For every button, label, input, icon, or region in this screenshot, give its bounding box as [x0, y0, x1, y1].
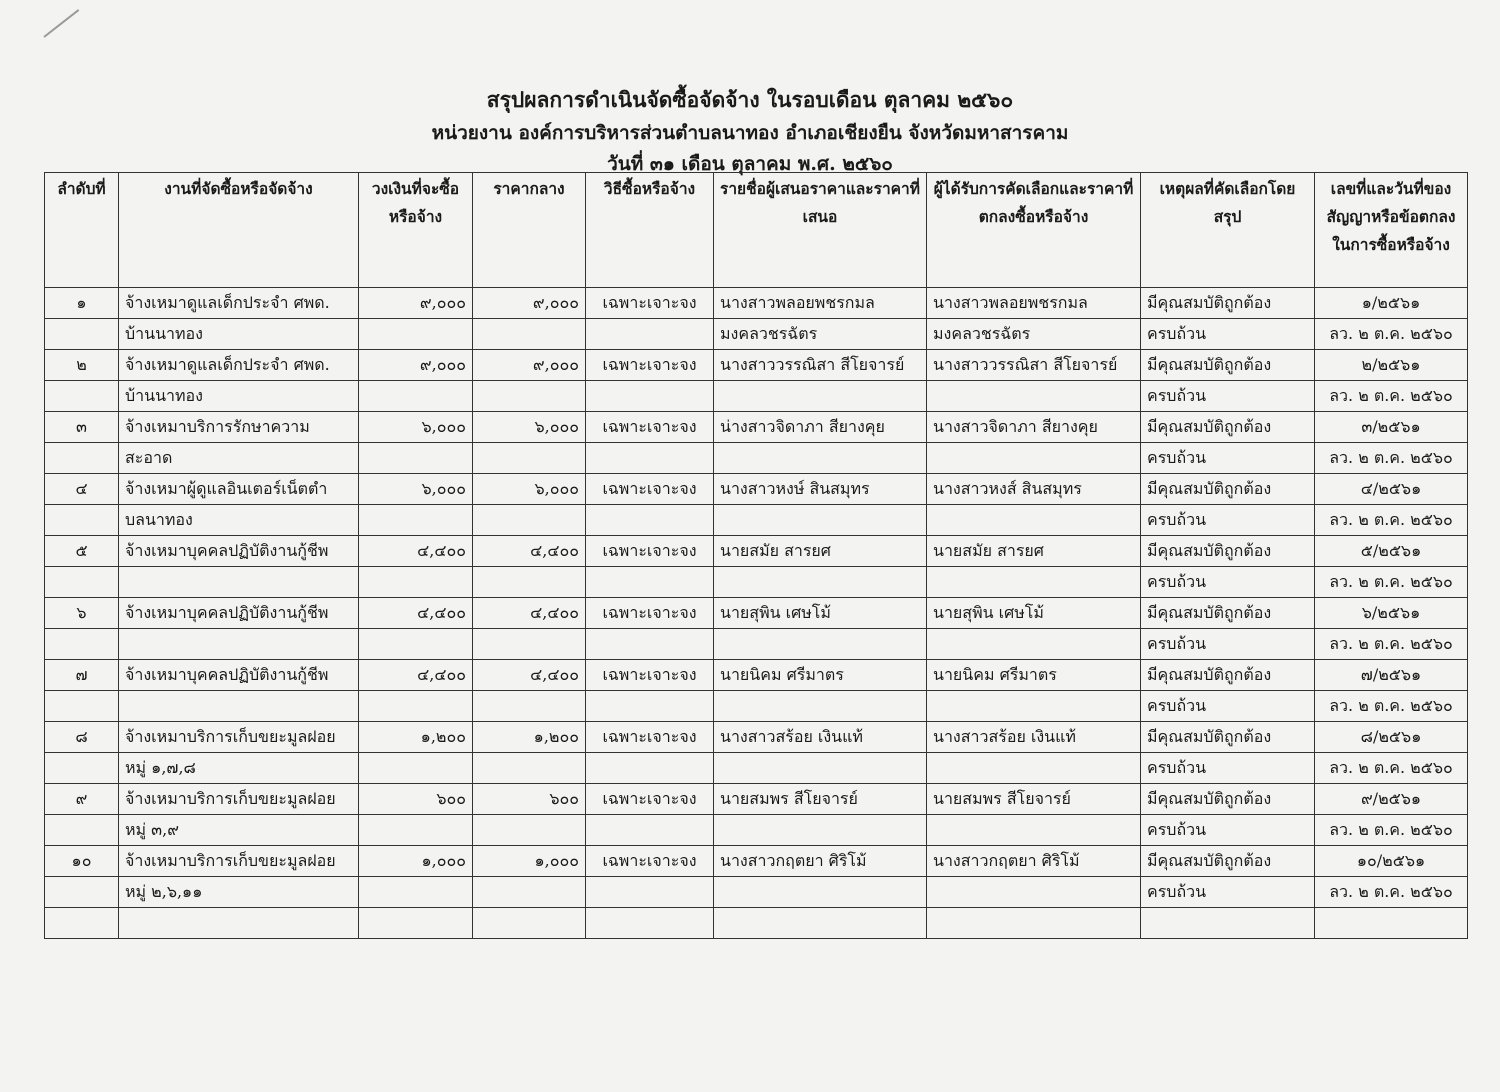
table-cell: ๔,๔๐๐ [359, 536, 473, 567]
table-cell: ๑ [45, 288, 119, 319]
table-cell [927, 753, 1141, 784]
table-cell: ลว. ๒ ต.ค. ๒๕๖๐ [1315, 877, 1468, 908]
table-cell [473, 691, 586, 722]
table-cell [586, 381, 714, 412]
table-cell: นายสุพิน เศษโม้ [927, 598, 1141, 629]
table-cell: ๖๐๐ [359, 784, 473, 815]
table-cell [1315, 908, 1468, 939]
table-cell [45, 319, 119, 350]
table-cell [1141, 908, 1315, 939]
table-cell: ลว. ๒ ต.ค. ๒๕๖๐ [1315, 505, 1468, 536]
table-cell: มีคุณสมบัติถูกต้อง [1141, 846, 1315, 877]
table-cell [473, 319, 586, 350]
column-header: เหตุผลที่คัดเลือกโดยสรุป [1141, 173, 1315, 288]
table-cell: ครบถ้วน [1141, 567, 1315, 598]
table-cell: นายสมพร สีโยจารย์ [714, 784, 927, 815]
table-cell [586, 753, 714, 784]
table-cell [714, 505, 927, 536]
table-cell [586, 567, 714, 598]
table-cell [45, 815, 119, 846]
table-body [45, 288, 1468, 939]
table-cell: ลว. ๒ ต.ค. ๒๕๖๐ [1315, 567, 1468, 598]
table-cell [45, 877, 119, 908]
column-header: วงเงินที่จะซื้อหรือจ้าง [359, 173, 473, 288]
table-cell: นางสาวพลอยพชรกมล [927, 288, 1141, 319]
table-cell: ๔,๔๐๐ [359, 598, 473, 629]
table-cell: นางสาวหงษ์ สินสมุทร [714, 474, 927, 505]
table-cell: จ้างเหมาดูแลเด็กประจำ ศพด. [119, 350, 359, 381]
table-cell: ๑,๒๐๐ [359, 722, 473, 753]
table-cell: ๖,๐๐๐ [359, 474, 473, 505]
table-cell [586, 908, 714, 939]
table-cell: ครบถ้วน [1141, 815, 1315, 846]
table-cell: ครบถ้วน [1141, 505, 1315, 536]
column-header: งานที่จัดซื้อหรือจัดจ้าง [119, 173, 359, 288]
column-header: รายชื่อผู้เสนอราคาและราคาที่เสนอ [714, 173, 927, 288]
table-cell: ๕/๒๕๖๑ [1315, 536, 1468, 567]
table-row-continuation [45, 319, 1468, 350]
table-cell: เฉพาะเจาะจง [586, 846, 714, 877]
table-cell [473, 815, 586, 846]
table-cell [927, 443, 1141, 474]
table-cell: บลนาทอง [119, 505, 359, 536]
table-cell: ลว. ๒ ต.ค. ๒๕๖๐ [1315, 381, 1468, 412]
table-cell: ลว. ๒ ต.ค. ๒๕๖๐ [1315, 753, 1468, 784]
table-row [45, 660, 1468, 691]
table-cell: ๑๐/๒๕๖๑ [1315, 846, 1468, 877]
table-cell: นางสาววรรณิสา สีโยจารย์ [714, 350, 927, 381]
table-cell: ลว. ๒ ต.ค. ๒๕๖๐ [1315, 815, 1468, 846]
table-cell: ๖๐๐ [473, 784, 586, 815]
table-cell: จ้างเหมาบุคคลปฏิบัติงานกู้ชีพ [119, 660, 359, 691]
staple-mark [43, 9, 79, 38]
table-cell [359, 877, 473, 908]
table-cell [714, 877, 927, 908]
table-row-empty [45, 908, 1468, 939]
table-cell: บ้านนาทอง [119, 319, 359, 350]
table-row [45, 536, 1468, 567]
table-cell: ๔ [45, 474, 119, 505]
table-row [45, 784, 1468, 815]
table-cell [714, 815, 927, 846]
table-row-continuation [45, 505, 1468, 536]
table-cell [473, 753, 586, 784]
table-cell: ๖,๐๐๐ [473, 474, 586, 505]
table-cell [586, 691, 714, 722]
table-cell: เฉพาะเจาะจง [586, 536, 714, 567]
table-row-continuation [45, 815, 1468, 846]
table-cell: มีคุณสมบัติถูกต้อง [1141, 350, 1315, 381]
table-cell: มีคุณสมบัติถูกต้อง [1141, 412, 1315, 443]
table-cell: เฉพาะเจาะจง [586, 784, 714, 815]
table-cell: ๑/๒๕๖๑ [1315, 288, 1468, 319]
table-cell: เฉพาะเจาะจง [586, 412, 714, 443]
table-cell: ๘ [45, 722, 119, 753]
table-cell [45, 381, 119, 412]
table-cell [714, 567, 927, 598]
table-cell [586, 319, 714, 350]
document-title: สรุปผลการดำเนินจัดซื้อจัดจ้าง ในรอบเดือน ตุลาคม ๒๕๖๐ [486, 87, 1014, 112]
table-cell: ลว. ๒ ต.ค. ๒๕๖๐ [1315, 319, 1468, 350]
table-cell: นางสาววรรณิสา สีโยจารย์ [927, 350, 1141, 381]
table-cell: ๑๐ [45, 846, 119, 877]
table-cell [927, 908, 1141, 939]
table-cell: จ้างเหมาบริการเก็บขยะมูลฝอย [119, 784, 359, 815]
table-cell: จ้างเหมาบุคคลปฏิบัติงานกู้ชีพ [119, 536, 359, 567]
table-cell: เฉพาะเจาะจง [586, 350, 714, 381]
table-cell: ครบถ้วน [1141, 319, 1315, 350]
table-cell: นางสาวสร้อย เงินแท้ [714, 722, 927, 753]
table-row [45, 412, 1468, 443]
table-cell: เฉพาะเจาะจง [586, 474, 714, 505]
table-cell [473, 908, 586, 939]
table-cell: นางสาวกฤตยา ศิริโม้ [927, 846, 1141, 877]
table-cell: ๘/๒๕๖๑ [1315, 722, 1468, 753]
table-cell: ครบถ้วน [1141, 381, 1315, 412]
procurement-table [44, 172, 1468, 939]
table-cell [927, 505, 1141, 536]
table-cell: เฉพาะเจาะจง [586, 598, 714, 629]
table-cell: นางสาวพลอยพชรกมล [714, 288, 927, 319]
table-cell: หมู่ ๓,๙ [119, 815, 359, 846]
table-cell [927, 567, 1141, 598]
table-cell [586, 877, 714, 908]
table-cell: หมู่ ๑,๗,๘ [119, 753, 359, 784]
table-cell [119, 567, 359, 598]
table-cell: จ้างเหมาบริการเก็บขยะมูลฝอย [119, 722, 359, 753]
table-cell: ๕ [45, 536, 119, 567]
table-cell: มีคุณสมบัติถูกต้อง [1141, 784, 1315, 815]
table-cell: ๙ [45, 784, 119, 815]
table-cell: เฉพาะเจาะจง [586, 722, 714, 753]
table-cell: ครบถ้วน [1141, 877, 1315, 908]
table-cell: ครบถ้วน [1141, 753, 1315, 784]
table-cell: ๒ [45, 350, 119, 381]
table-cell [45, 505, 119, 536]
table-cell [586, 443, 714, 474]
table-row-continuation [45, 567, 1468, 598]
table-cell: ครบถ้วน [1141, 629, 1315, 660]
table-cell [586, 505, 714, 536]
table-cell [927, 629, 1141, 660]
table-cell [359, 753, 473, 784]
table-cell [359, 443, 473, 474]
table-cell [45, 629, 119, 660]
table-cell: ๒/๒๕๖๑ [1315, 350, 1468, 381]
table-cell: จ้างเหมาผู้ดูแลอินเตอร์เน็ตตำ [119, 474, 359, 505]
table-cell [473, 877, 586, 908]
date-line: วันที่ ๓๑ เดือน ตุลาคม พ.ศ. ๒๕๖๐ [607, 153, 893, 175]
table-cell [927, 381, 1141, 412]
table-row [45, 350, 1468, 381]
table-cell: จ้างเหมาบุคคลปฏิบัติงานกู้ชีพ [119, 598, 359, 629]
table-cell [119, 629, 359, 660]
table-cell [586, 629, 714, 660]
table-row-continuation [45, 443, 1468, 474]
column-header: ราคากลาง [473, 173, 586, 288]
table-row-continuation [45, 877, 1468, 908]
table-cell: ๖/๒๕๖๑ [1315, 598, 1468, 629]
table-cell: ครบถ้วน [1141, 443, 1315, 474]
table-cell: มงคลวชรฉัตร [714, 319, 927, 350]
table-cell: ๔/๒๕๖๑ [1315, 474, 1468, 505]
table-row [45, 846, 1468, 877]
table-cell [586, 815, 714, 846]
table-cell [359, 567, 473, 598]
column-header: ลำดับที่ [45, 173, 119, 288]
table-cell: ๔,๔๐๐ [473, 598, 586, 629]
table-cell: จ้างเหมาบริการเก็บขยะมูลฝอย [119, 846, 359, 877]
table-row-continuation [45, 381, 1468, 412]
table-cell: นางสาวกฤตยา ศิริโม้ [714, 846, 927, 877]
table-cell: นายสมัย สารยศ [927, 536, 1141, 567]
table-cell [359, 691, 473, 722]
table-cell: ๖,๐๐๐ [473, 412, 586, 443]
table-cell: จ้างเหมาดูแลเด็กประจำ ศพด. [119, 288, 359, 319]
table-header-row [45, 173, 1468, 288]
table-cell [714, 691, 927, 722]
column-header: วิธีซื้อหรือจ้าง [586, 173, 714, 288]
table-cell [714, 629, 927, 660]
column-header: ผู้ได้รับการคัดเลือกและราคาที่ตกลงซื้อหรือจ้าง [927, 173, 1141, 288]
table-cell: ๑,๐๐๐ [473, 846, 586, 877]
table-cell [45, 443, 119, 474]
table-row [45, 598, 1468, 629]
table-cell [359, 505, 473, 536]
table-cell: ๙/๒๕๖๑ [1315, 784, 1468, 815]
table-cell: เฉพาะเจาะจง [586, 288, 714, 319]
table-cell: ลว. ๒ ต.ค. ๒๕๖๐ [1315, 443, 1468, 474]
table-cell: นางสาวหงส์ สินสมุทร [927, 474, 1141, 505]
table-row-continuation [45, 629, 1468, 660]
table-cell: ๙,๐๐๐ [359, 350, 473, 381]
table-cell: ๗/๒๕๖๑ [1315, 660, 1468, 691]
table-cell: นายสมัย สารยศ [714, 536, 927, 567]
table-cell [359, 629, 473, 660]
table-row [45, 474, 1468, 505]
table-cell: ๙,๐๐๐ [359, 288, 473, 319]
table-cell [119, 908, 359, 939]
table-cell [359, 815, 473, 846]
table-cell: บ้านนาทอง [119, 381, 359, 412]
table-cell: ๔,๔๐๐ [473, 536, 586, 567]
table-cell: ๖,๐๐๐ [359, 412, 473, 443]
table-cell: สะอาด [119, 443, 359, 474]
table-cell: มีคุณสมบัติถูกต้อง [1141, 536, 1315, 567]
table-cell [359, 908, 473, 939]
table-cell [473, 505, 586, 536]
table-cell [714, 443, 927, 474]
table-cell: ๔,๔๐๐ [359, 660, 473, 691]
table-cell: นายสมพร สีโยจารย์ [927, 784, 1141, 815]
table-cell [927, 691, 1141, 722]
table-cell: ๓/๒๕๖๑ [1315, 412, 1468, 443]
table-cell: นางสาวจิดาภา สียางคุย [927, 412, 1141, 443]
table-cell: มงคลวชรฉัตร [927, 319, 1141, 350]
table-cell: หมู่ ๒,๖,๑๑ [119, 877, 359, 908]
table-cell [714, 908, 927, 939]
table-cell: มีคุณสมบัติถูกต้อง [1141, 288, 1315, 319]
table-cell [45, 691, 119, 722]
table-cell: มีคุณสมบัติถูกต้อง [1141, 598, 1315, 629]
table-row [45, 288, 1468, 319]
table-cell [119, 691, 359, 722]
table-cell: มีคุณสมบัติถูกต้อง [1141, 474, 1315, 505]
table-cell [927, 815, 1141, 846]
table-cell: ๖ [45, 598, 119, 629]
table-cell [45, 753, 119, 784]
table-cell: น่างสาวจิดาภา สียางคุย [714, 412, 927, 443]
table-cell: ลว. ๒ ต.ค. ๒๕๖๐ [1315, 691, 1468, 722]
table-cell: นางสาวสร้อย เงินแท้ [927, 722, 1141, 753]
table-cell [473, 443, 586, 474]
table-cell: ลว. ๒ ต.ค. ๒๕๖๐ [1315, 629, 1468, 660]
table-cell [45, 567, 119, 598]
table-cell: ๑,๒๐๐ [473, 722, 586, 753]
table-cell [473, 567, 586, 598]
table-row-continuation [45, 691, 1468, 722]
column-header: เลขที่และวันที่ของสัญญาหรือข้อตกลงในการซื้อหรือจ้าง [1315, 173, 1468, 288]
table-cell [927, 877, 1141, 908]
table-cell: นายนิคม ศรีมาตร [927, 660, 1141, 691]
table-row-continuation [45, 753, 1468, 784]
table-cell: มีคุณสมบัติถูกต้อง [1141, 722, 1315, 753]
table-cell [359, 319, 473, 350]
table-cell [714, 753, 927, 784]
table-row [45, 722, 1468, 753]
table-cell: ๑,๐๐๐ [359, 846, 473, 877]
table-cell [473, 629, 586, 660]
table-cell: จ้างเหมาบริการรักษาความ [119, 412, 359, 443]
table-cell: ๙,๐๐๐ [473, 350, 586, 381]
table-cell: ครบถ้วน [1141, 691, 1315, 722]
table-cell [359, 381, 473, 412]
agency-line: หน่วยงาน องค์การบริหารส่วนตำบลนาทอง อำเภอเชียงยืน จังหวัดมหาสารคาม [431, 122, 1069, 144]
table-cell [45, 908, 119, 939]
table-cell: นายสุพิน เศษโม้ [714, 598, 927, 629]
table-cell [714, 381, 927, 412]
table-cell: ๙,๐๐๐ [473, 288, 586, 319]
table-cell [473, 381, 586, 412]
table-cell: ๔,๔๐๐ [473, 660, 586, 691]
table-cell: นายนิคม ศรีมาตร [714, 660, 927, 691]
table-cell: เฉพาะเจาะจง [586, 660, 714, 691]
table-cell: ๗ [45, 660, 119, 691]
table-cell: ๓ [45, 412, 119, 443]
table-cell: มีคุณสมบัติถูกต้อง [1141, 660, 1315, 691]
